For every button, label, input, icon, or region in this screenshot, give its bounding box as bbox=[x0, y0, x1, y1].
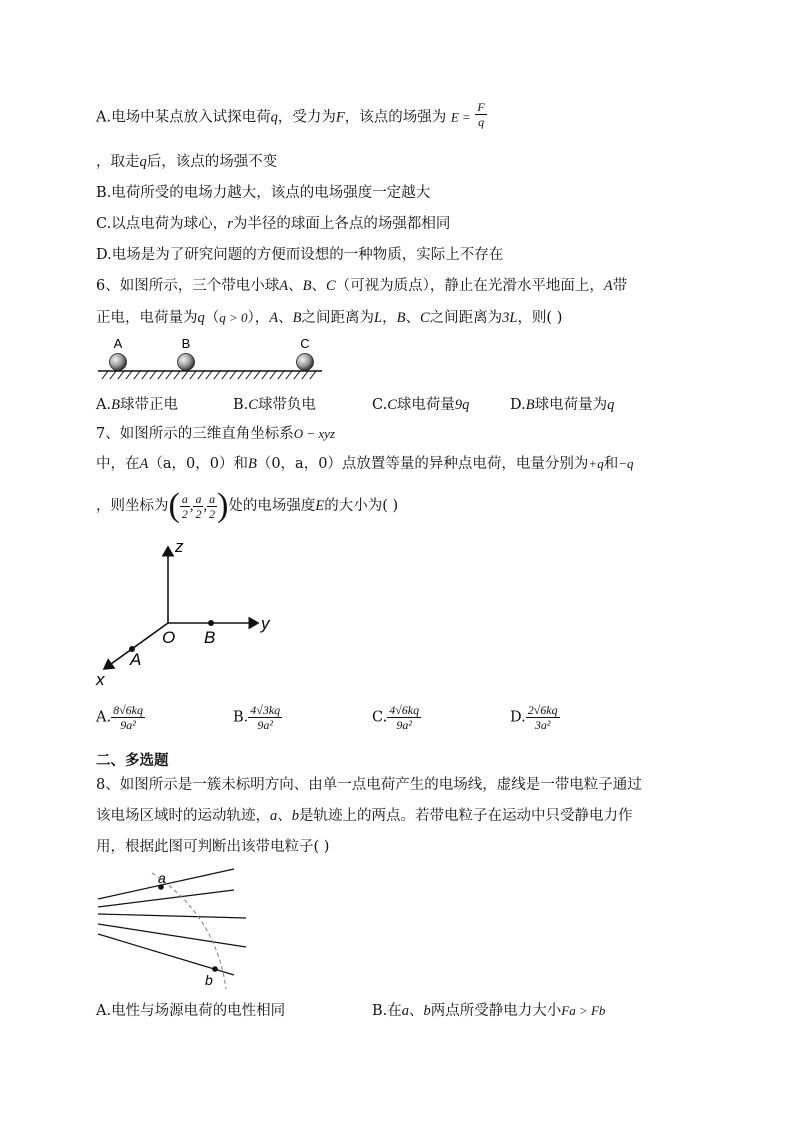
ground-hatch bbox=[102, 371, 316, 379]
paren-left: ( bbox=[168, 487, 180, 524]
q7-figure-coordinate-axes bbox=[90, 535, 290, 690]
label-O: O bbox=[162, 628, 176, 647]
q7-stem-line3 bbox=[96, 488, 398, 524]
q5-option-b: B.电荷所受的电场力越大，该点的电场强度一定越大 bbox=[96, 185, 431, 201]
var-C: C bbox=[325, 278, 336, 294]
field-line bbox=[98, 924, 246, 947]
frac-num: 8√6kq bbox=[113, 703, 144, 717]
fraction-F-over-q bbox=[475, 100, 486, 129]
option-text: 球带正电 bbox=[119, 397, 178, 413]
option-prefix: B. bbox=[233, 397, 249, 413]
var-ball: B bbox=[111, 397, 120, 413]
option-b-mid: 两点所受静电力大小 bbox=[430, 1003, 562, 1019]
var-F: F bbox=[335, 109, 345, 126]
q7-option-d[interactable] bbox=[510, 703, 560, 732]
q5-option-a-mid: ，受力为 bbox=[277, 109, 336, 126]
q5-cont-pre: ，取走 bbox=[96, 154, 140, 170]
q6-line1-post: （可视为质点），静止在光滑水平地面上， bbox=[335, 278, 604, 294]
var-A: A bbox=[269, 310, 279, 326]
q8-option-a[interactable]: A.电性与场源电荷的电性相同 bbox=[96, 1003, 286, 1019]
sep: 、 bbox=[288, 278, 303, 294]
ball-B bbox=[178, 354, 195, 371]
q6-line2-pre: 正电，电荷量为 bbox=[96, 310, 198, 326]
ball-C bbox=[297, 354, 314, 371]
q7-stem-line1 bbox=[96, 424, 335, 444]
option-prefix: A. bbox=[96, 709, 112, 726]
label-A: A bbox=[130, 650, 142, 669]
var-A: A bbox=[603, 278, 613, 294]
label-x: x bbox=[96, 670, 105, 689]
coord-system: O − xyz bbox=[293, 426, 335, 441]
q6-option-d[interactable] bbox=[510, 393, 614, 414]
var-b: b bbox=[423, 1003, 431, 1019]
label-b: b bbox=[205, 972, 213, 988]
frac-den: 2 bbox=[181, 506, 188, 521]
q6-line2-end: ，则( ) bbox=[517, 310, 563, 326]
option-prefix: D. bbox=[510, 397, 526, 413]
field-line bbox=[98, 869, 234, 899]
field-line bbox=[98, 914, 246, 918]
label-A: A bbox=[113, 336, 123, 351]
q8-stem-line2 bbox=[96, 806, 633, 826]
var-ball: C bbox=[248, 397, 258, 413]
label-z: z bbox=[175, 537, 184, 556]
q6-figure-balls-on-ground bbox=[96, 334, 326, 382]
q6-line2-mid2: 之间距离为 bbox=[429, 310, 503, 326]
option-text: 球电荷量为 bbox=[534, 397, 608, 413]
option-value: q bbox=[607, 397, 615, 413]
q6-line2-mid: 之间距离为 bbox=[301, 310, 374, 326]
var-E: E bbox=[315, 498, 325, 514]
q6-stem-line2: 正电，电荷量为q（q > 0），A、B之间距离为L，B、C之间距离为3L，则( ) bbox=[96, 310, 563, 326]
var-A: A bbox=[139, 456, 149, 472]
var-ball: C bbox=[387, 397, 397, 413]
var-E: E = bbox=[450, 109, 471, 125]
var-B: B bbox=[396, 310, 406, 326]
section-title-multiple-choice: 二、多选题 bbox=[96, 753, 169, 769]
q5-option-a-continuation bbox=[96, 152, 277, 172]
comma: , bbox=[203, 498, 208, 514]
q5-option-c-pre: C.以点电荷为球心， bbox=[96, 216, 228, 232]
option-value: 9q bbox=[454, 397, 470, 413]
q7-line3-post: 的大小为( ) bbox=[324, 498, 399, 514]
frac-num: a bbox=[181, 491, 188, 506]
label-y: y bbox=[261, 614, 270, 633]
q5-option-c bbox=[96, 214, 450, 234]
field-line bbox=[98, 890, 234, 907]
q6-option-b[interactable] bbox=[233, 393, 316, 414]
q7-line3-pre: ，则坐标为 bbox=[96, 498, 169, 514]
var-q: q bbox=[197, 310, 205, 326]
var-3L: 3L bbox=[502, 310, 518, 326]
frac-den: 9a² bbox=[120, 718, 136, 732]
option-fraction bbox=[248, 703, 282, 732]
paren-right: ) bbox=[217, 487, 229, 524]
q5-option-a bbox=[96, 100, 487, 129]
frac-den: 9a² bbox=[396, 718, 412, 732]
frac-den: 2 bbox=[209, 506, 216, 521]
q8-stem-line3: 用，根据此图可判断出该带电粒子( ) bbox=[96, 839, 330, 855]
q7-option-c[interactable] bbox=[372, 703, 421, 732]
sep: 、 bbox=[311, 278, 326, 294]
q7-line3-post-pre: 处的电场强度 bbox=[228, 498, 316, 514]
frac-den: 3a² bbox=[534, 718, 551, 732]
coords-B: （0，a，0）点放置等量的异种点电荷，电量分别为 bbox=[256, 456, 589, 472]
sep: 、 bbox=[409, 1003, 424, 1019]
option-prefix: C. bbox=[372, 397, 388, 413]
var-q: q bbox=[139, 154, 147, 170]
charge-minus-q: −q bbox=[618, 456, 634, 471]
point-b bbox=[212, 966, 218, 972]
q6-option-a[interactable] bbox=[96, 393, 178, 414]
and-text: 和 bbox=[603, 456, 619, 472]
condition-q-positive: q > 0 bbox=[219, 310, 248, 325]
frac-num: 4√3kq bbox=[250, 703, 281, 717]
point-B bbox=[208, 620, 214, 626]
q5-option-c-post: 为半径的球面上各点的场强都相同 bbox=[232, 216, 451, 232]
paren-open: （ bbox=[204, 310, 220, 326]
frac-num: a bbox=[209, 491, 216, 506]
option-prefix: C. bbox=[372, 709, 388, 726]
q8-line2-pre: 该电场区域时的运动轨迹， bbox=[96, 808, 270, 824]
label-B: B bbox=[181, 336, 191, 351]
option-b-pre: B.在 bbox=[372, 1003, 402, 1019]
label-B: B bbox=[204, 628, 216, 647]
sep: 、 bbox=[405, 310, 420, 326]
var-ball: B bbox=[525, 397, 535, 413]
q8-figure-field-lines bbox=[94, 865, 254, 995]
q6-option-c[interactable] bbox=[372, 393, 469, 414]
q5-option-a-mid2: ，该点的场强为 bbox=[344, 109, 447, 126]
q5-option-d: D.电场是为了研究问题的方便而设想的一种物质，实际上不存在 bbox=[96, 247, 504, 263]
frac-den: 9a² bbox=[257, 718, 274, 732]
coords-A: （a，0，0）和 bbox=[148, 456, 248, 472]
label-a: a bbox=[158, 870, 166, 886]
charge-plus-q: +q bbox=[588, 456, 604, 471]
var-B: B bbox=[302, 278, 312, 294]
label-C: C bbox=[300, 336, 310, 351]
frac-a-over-2 bbox=[207, 492, 217, 521]
paren-close: ）， bbox=[247, 310, 270, 326]
sep: 、 bbox=[277, 808, 292, 824]
var-L: L bbox=[374, 310, 383, 326]
frac-num: F bbox=[477, 100, 485, 114]
var-B: B bbox=[292, 310, 302, 326]
option-prefix: B. bbox=[233, 709, 249, 726]
q8-stem-line1: 8、如图所示是一簇未标明方向、由单一点电荷产生的电场线，虚线是一带电粒子通过 bbox=[96, 777, 642, 793]
q8-option-b[interactable] bbox=[372, 999, 605, 1020]
frac-num: a bbox=[195, 491, 202, 506]
option-text: 球带负电 bbox=[257, 397, 316, 413]
force-comparison: Fa > Fb bbox=[561, 1003, 606, 1018]
q8-line2-post: 是轨迹上的两点。若带电粒子在运动中只受静电力作 bbox=[299, 808, 633, 824]
q7-option-b[interactable] bbox=[233, 703, 282, 732]
q7-line1: 7、如图所示的三维直角坐标系 bbox=[96, 426, 294, 442]
var-b: b bbox=[291, 808, 299, 824]
frac-den: q bbox=[475, 114, 486, 129]
q6-stem-line1 bbox=[96, 276, 627, 296]
option-fraction bbox=[526, 703, 560, 732]
var-r: r bbox=[227, 216, 233, 232]
frac-a-over-2 bbox=[193, 492, 203, 521]
var-q: q bbox=[270, 109, 278, 126]
q7-line2-pre: 中，在 bbox=[96, 456, 140, 472]
frac-a-over-2 bbox=[180, 492, 190, 521]
var-C: C bbox=[419, 310, 430, 326]
ball-A bbox=[110, 354, 127, 371]
q7-stem-line2 bbox=[96, 454, 633, 474]
field-lines bbox=[98, 869, 246, 975]
option-text: 球电荷量 bbox=[396, 397, 455, 413]
option-fraction bbox=[387, 703, 421, 732]
sep: 、 bbox=[278, 310, 293, 326]
q6-line1-tail: 带 bbox=[612, 278, 628, 294]
option-fraction bbox=[111, 703, 145, 732]
frac-den: 2 bbox=[195, 506, 202, 521]
frac-num: 2√6kq bbox=[527, 703, 558, 717]
q5-option-a-text: A.电场中某点放入试探电荷 bbox=[96, 109, 271, 126]
var-a: a bbox=[401, 1003, 410, 1019]
option-prefix: D. bbox=[510, 709, 526, 726]
frac-num: 4√6kq bbox=[389, 703, 420, 717]
q6-line1-pre: 6、如图所示，三个带电小球 bbox=[96, 278, 280, 294]
q7-option-a[interactable] bbox=[96, 703, 145, 732]
q5-cont-post: 后，该点的场强不变 bbox=[146, 154, 278, 170]
comma: , bbox=[189, 498, 194, 514]
var-A: A bbox=[279, 278, 289, 294]
var-a: a bbox=[270, 808, 278, 824]
var-B: B bbox=[247, 456, 257, 472]
option-prefix: A. bbox=[96, 397, 112, 413]
